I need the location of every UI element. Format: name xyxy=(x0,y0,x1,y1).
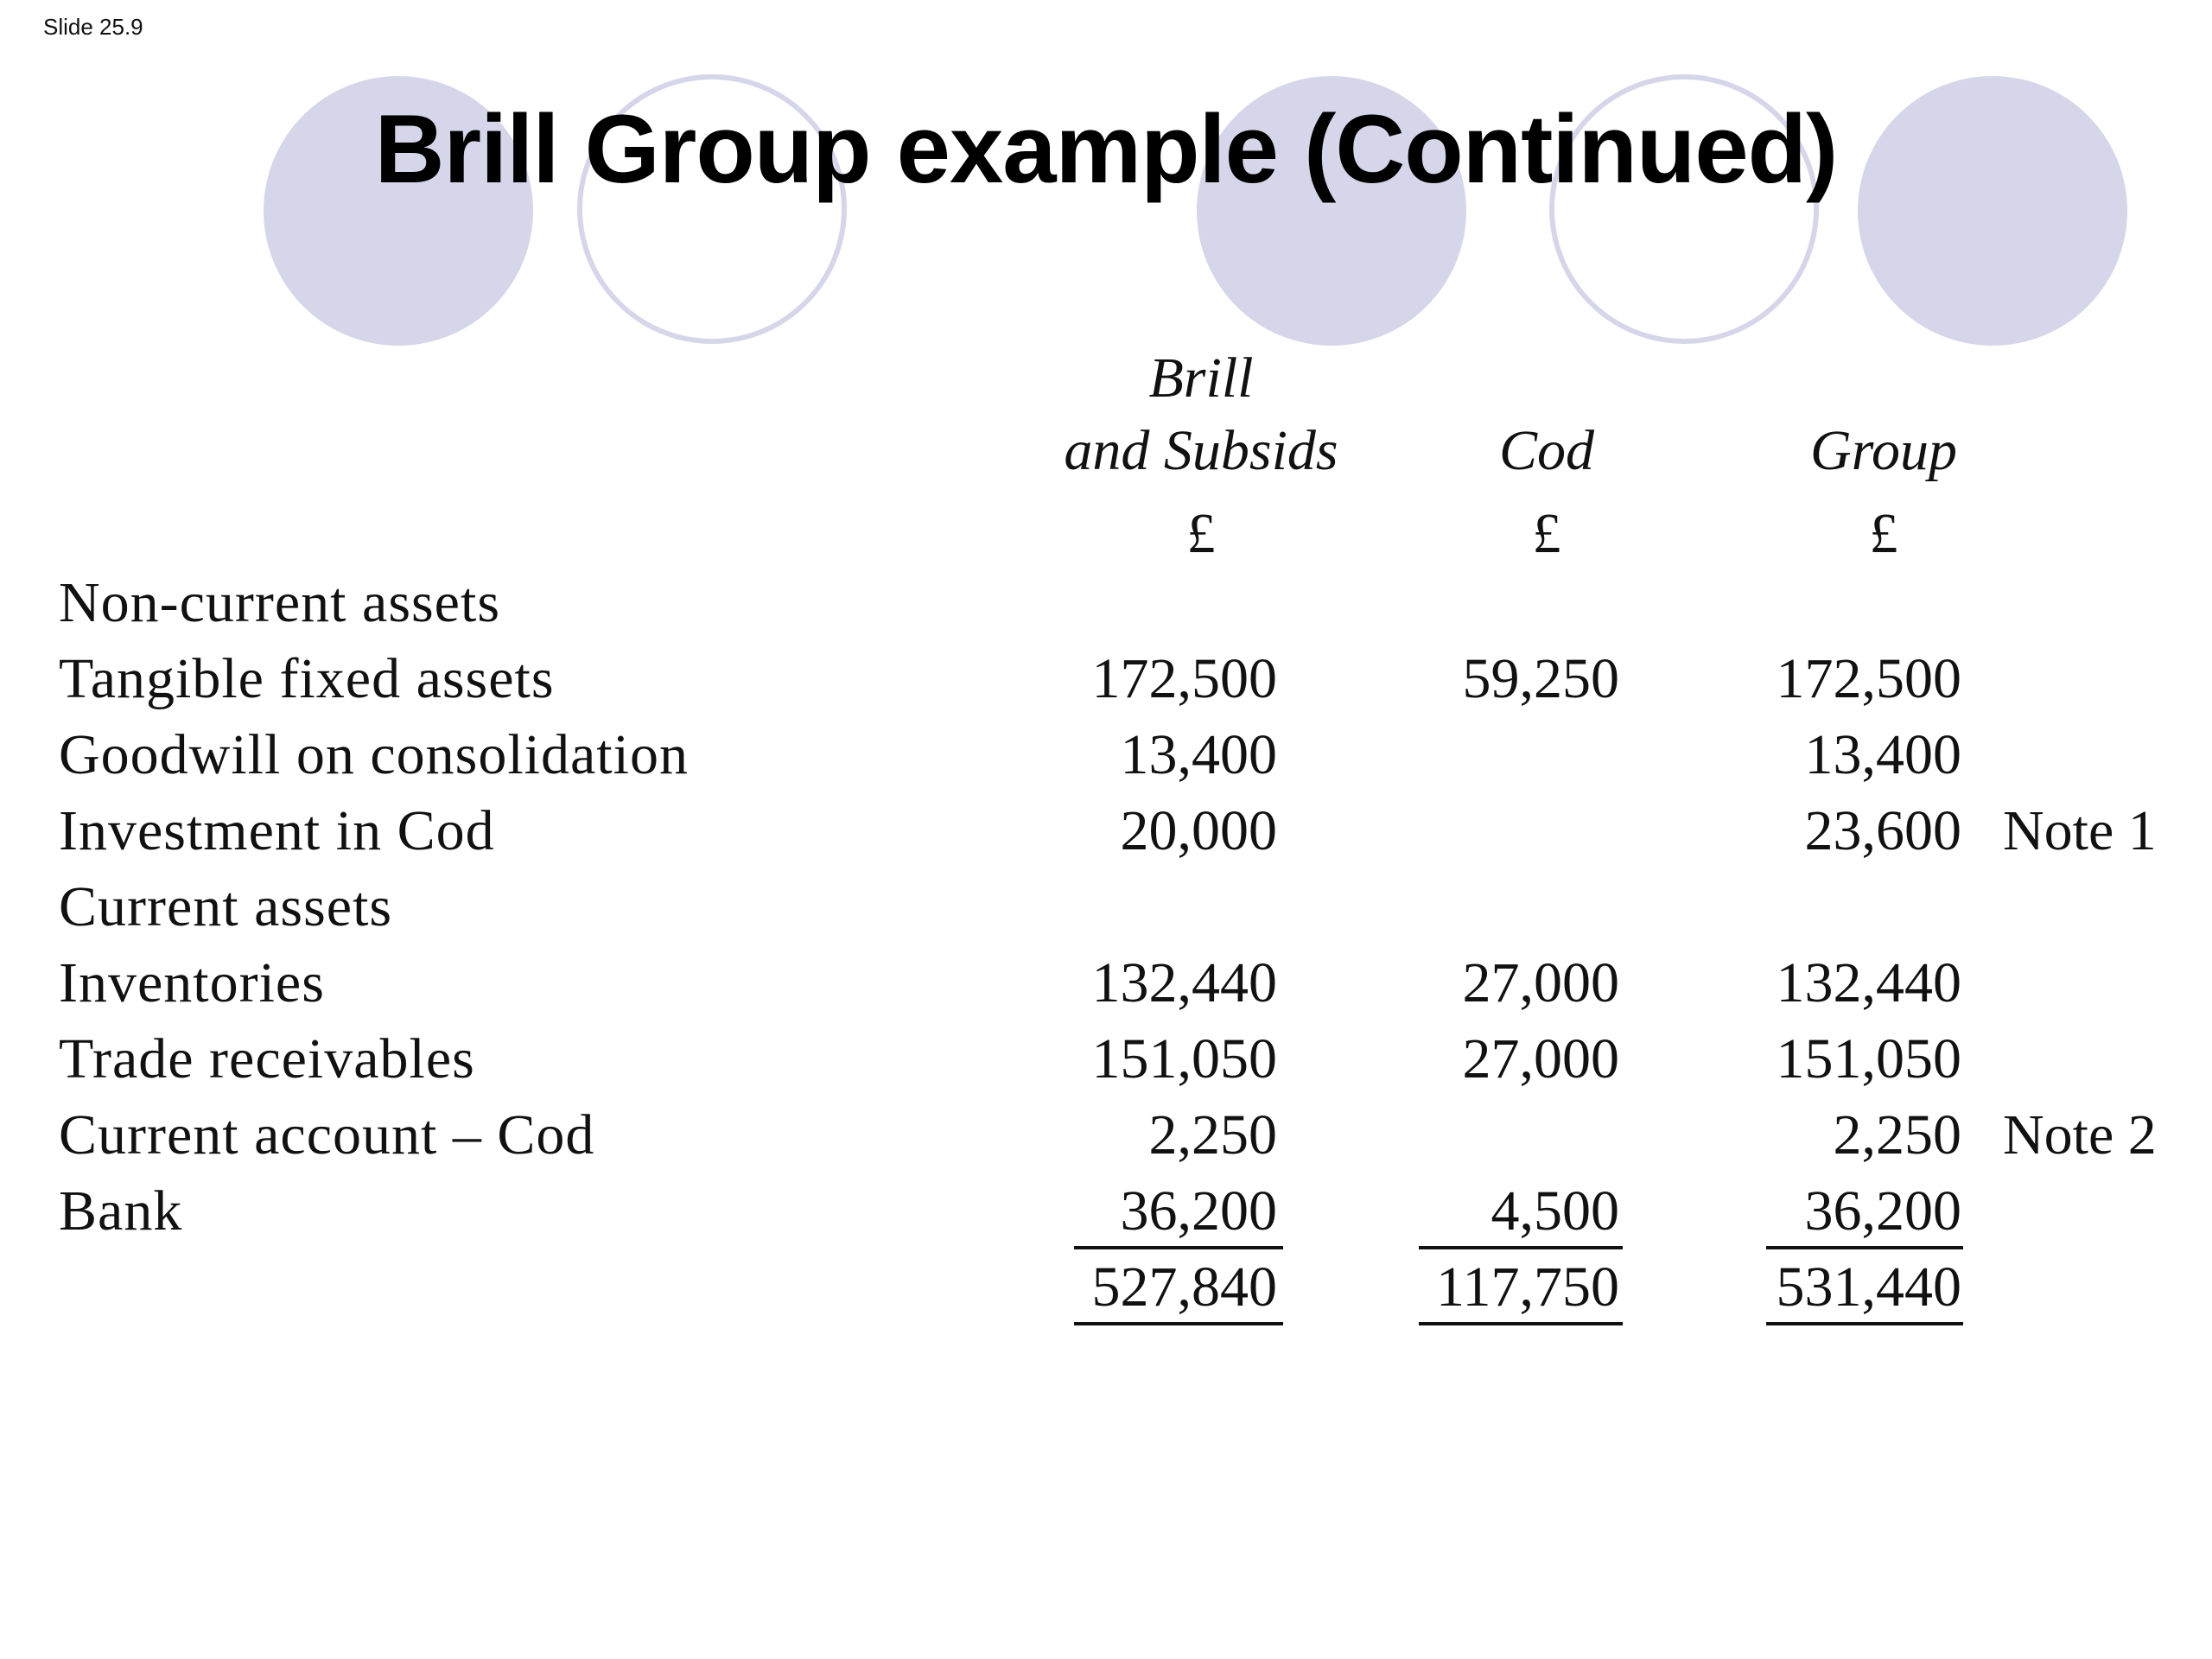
cell-receivables-group: 151,050 xyxy=(1776,1027,1961,1090)
cell-bank-group: 36,200 xyxy=(1804,1179,1961,1243)
subtotal-rule-group xyxy=(1766,1246,1963,1249)
currency-brill: £ xyxy=(1186,502,1216,565)
currency-cod: £ xyxy=(1532,502,1561,565)
row-label-trade-receivables: Trade receivables xyxy=(59,1027,475,1090)
slide-title: Brill Group example (Continued) xyxy=(374,95,1838,203)
cell-tangible-group: 172,500 xyxy=(1776,647,1961,710)
row-label-inventories: Inventories xyxy=(59,951,325,1014)
col-header-group xyxy=(1737,415,2031,487)
col-header-cod-line2: Cod xyxy=(1498,419,1595,482)
cell-bank-brill: 36,200 xyxy=(1120,1179,1277,1243)
col-header-cod xyxy=(1400,415,1694,487)
total-rule-cod xyxy=(1419,1322,1623,1325)
row-label-goodwill: Goodwill on consolidation xyxy=(59,723,689,786)
cell-total-group: 531,440 xyxy=(1776,1255,1961,1319)
cell-bank-cod: 4,500 xyxy=(1491,1179,1619,1243)
cell-current-account-group: 2,250 xyxy=(1833,1103,1961,1166)
cell-investment-brill: 20,000 xyxy=(1120,799,1277,862)
note-2: Note 2 xyxy=(2003,1103,2157,1166)
row-label-investment-in-cod: Investment in Cod xyxy=(59,799,495,862)
row-label-bank: Bank xyxy=(59,1179,183,1243)
row-label-current-assets: Current assets xyxy=(59,875,393,938)
col-header-brill-line2: and Subsids xyxy=(1064,419,1338,482)
cell-inventories-cod: 27,000 xyxy=(1462,951,1619,1014)
cell-investment-group: 23,600 xyxy=(1804,799,1961,862)
note-1: Note 1 xyxy=(2003,799,2157,862)
total-rule-group xyxy=(1766,1322,1963,1325)
subtotal-rule-brill xyxy=(1074,1246,1283,1249)
col-header-group-line2: Group xyxy=(1810,419,1957,482)
cell-goodwill-brill: 13,400 xyxy=(1120,723,1277,786)
cell-inventories-group: 132,440 xyxy=(1776,951,1961,1014)
cell-tangible-brill: 172,500 xyxy=(1091,647,1277,710)
row-label-non-current-assets: Non-current assets xyxy=(59,571,501,634)
cell-total-brill: 527,840 xyxy=(1091,1255,1277,1319)
cell-goodwill-group: 13,400 xyxy=(1804,723,1961,786)
cell-current-account-brill: 2,250 xyxy=(1148,1103,1277,1166)
cell-total-cod: 117,750 xyxy=(1435,1255,1619,1319)
cell-receivables-brill: 151,050 xyxy=(1091,1027,1277,1090)
col-header-brill-line1: Brill xyxy=(1148,346,1254,410)
subtotal-rule-cod xyxy=(1419,1246,1623,1249)
row-label-current-account-cod: Current account – Cod xyxy=(59,1103,595,1166)
cell-receivables-cod: 27,000 xyxy=(1462,1027,1619,1090)
row-label-tangible-fixed-assets: Tangible fixed assets xyxy=(59,647,555,710)
cell-tangible-cod: 59,250 xyxy=(1462,647,1619,710)
col-header-brill xyxy=(1020,342,1382,487)
cell-inventories-brill: 132,440 xyxy=(1091,951,1277,1014)
slide-number: Slide 25.9 xyxy=(43,14,143,40)
total-rule-brill xyxy=(1074,1322,1283,1325)
currency-group: £ xyxy=(1869,502,1898,565)
